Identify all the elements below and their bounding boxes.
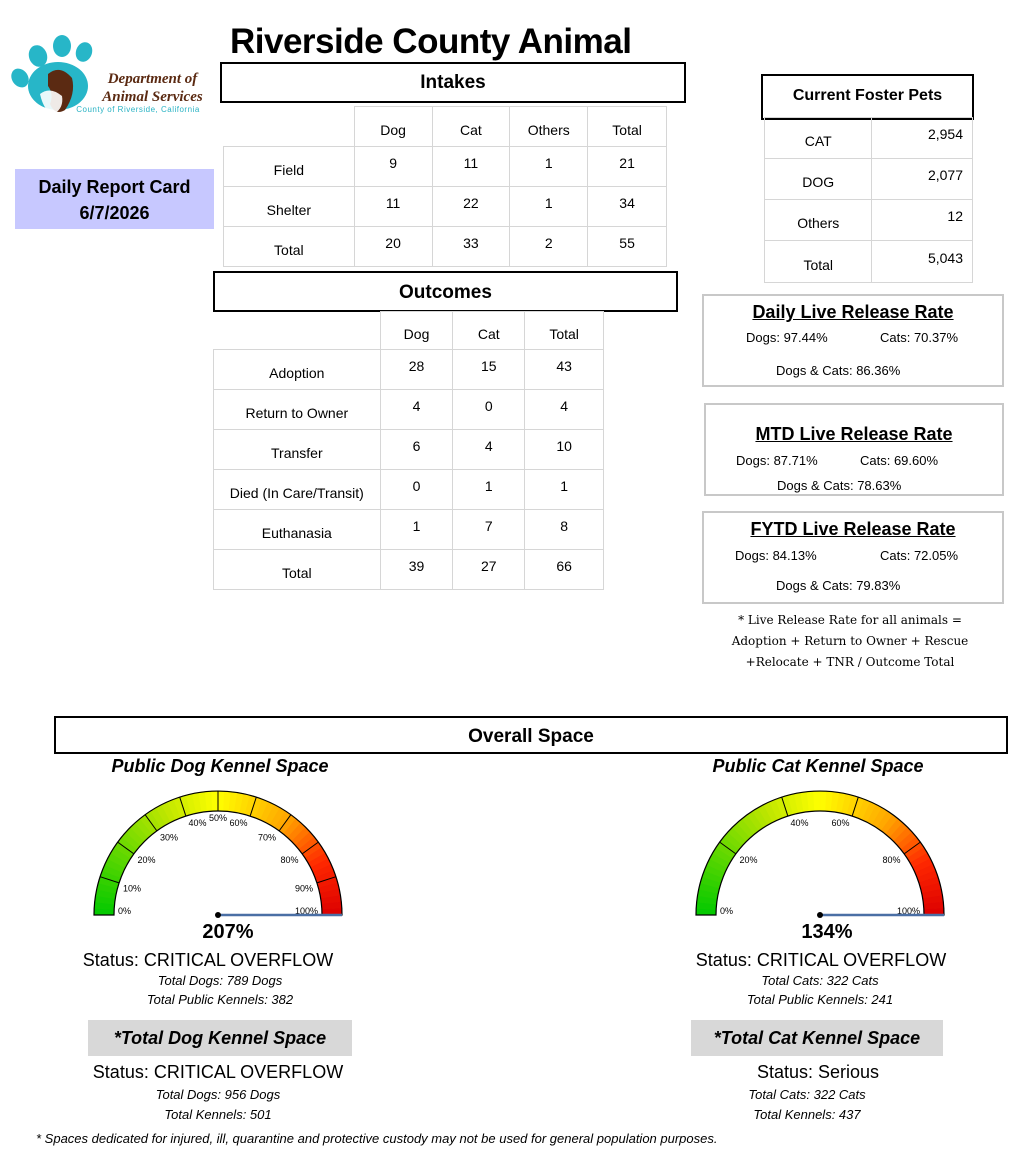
mtd-dogs-rate: Dogs: 87.71% (736, 453, 818, 468)
cat-total-animals: Total Cats: 322 Cats (761, 973, 879, 988)
release-rate-note: * Live Release Rate for all animals = Adoption + Return to Owner + Rescue +Relocate + TNR / Outcome Total (731, 613, 969, 669)
table-row (214, 390, 604, 430)
table-cell: 33 (432, 227, 510, 267)
foster-row-label: CAT (765, 118, 872, 159)
logo-subtitle: County of Riverside, California (76, 105, 200, 114)
dog-kennel-gauge (84, 782, 354, 922)
dog-gauge-hub (215, 912, 221, 918)
dog-gauge-tick-label: 30% (160, 832, 179, 843)
table-row (214, 550, 604, 590)
dog-total-kennels: Total Kennels: 501 (164, 1107, 272, 1122)
table-cell: 5,043 (872, 241, 973, 283)
table-cell: 4 (525, 390, 604, 430)
cat-kennel-title: Public Cat Kennel Space (712, 756, 924, 776)
daily-dogs-rate: Dogs: 97.44% (746, 330, 828, 345)
cat-gauge-band (814, 791, 820, 811)
dog-gauge-tick-label: 70% (257, 832, 276, 843)
intakes-row-label: Shelter (224, 187, 355, 227)
cat-gauge-tick-label: 40% (790, 817, 809, 828)
dog-total-animals: Total Dogs: 789 Dogs (157, 973, 283, 988)
cat-gauge-tick-label: 100% (896, 906, 920, 916)
table-cell: 2,954 (872, 118, 973, 159)
table-row (224, 187, 667, 227)
table-cell: 2 (510, 227, 588, 267)
table-cell: 1 (525, 470, 604, 510)
table-cell: 4 (453, 430, 525, 470)
mtd-both-rate: Dogs & Cats: 78.63% (777, 478, 902, 493)
fytd-dogs-rate: Dogs: 84.13% (735, 548, 817, 563)
dog-gauge-tick-label: 0% (118, 906, 132, 916)
cat-total-status: Status: Serious (756, 1062, 880, 1082)
intakes-col-total: Total (588, 107, 667, 147)
table-cell: 34 (588, 187, 667, 227)
table-row (224, 147, 667, 187)
table-cell: 1 (510, 147, 588, 187)
table-cell: 1 (453, 470, 525, 510)
cat-gauge-tick-label: 80% (882, 855, 901, 866)
table-cell: 11 (354, 187, 432, 227)
table-row (214, 510, 604, 550)
outcomes-row-label: Return to Owner (214, 390, 381, 430)
table-cell: 1 (380, 510, 453, 550)
table-cell: 1 (510, 187, 588, 227)
report-card-label: Daily Report Card (38, 177, 191, 197)
table-cell: 10 (525, 430, 604, 470)
intakes-col-dog: Dog (354, 107, 432, 147)
table-row (214, 470, 604, 510)
table-cell: 6 (380, 430, 453, 470)
cat-total-kennels: Total Kennels: 437 (753, 1107, 861, 1122)
dog-gauge-tick-label: 10% (122, 883, 142, 894)
fytd-cats-rate: Cats: 72.05% (880, 548, 959, 563)
table-cell: 66 (525, 550, 604, 590)
foster-row-label: Others (765, 200, 872, 241)
cat-kennel-status: Status: CRITICAL OVERFLOW (695, 950, 947, 970)
table-cell: 9 (354, 147, 432, 187)
mtd-cats-rate: Cats: 69.60% (860, 453, 939, 468)
table-row (214, 350, 604, 390)
table-row (224, 227, 667, 267)
foster-title: Current Foster Pets (761, 74, 974, 120)
dog-total-status: Status: CRITICAL OVERFLOW (92, 1062, 344, 1082)
dog-gauge-tick-label: 90% (294, 883, 314, 894)
table-cell: 0 (453, 390, 525, 430)
intakes-title: Intakes (220, 62, 686, 103)
cat-gauge-tick-label: 0% (720, 906, 734, 916)
table-cell: 4 (380, 390, 453, 430)
foster-row-label: DOG (765, 159, 872, 200)
table-row (765, 118, 973, 159)
dog-kennel-title: Public Dog Kennel Space (111, 756, 329, 776)
daily-report-card (15, 169, 214, 229)
outcomes-col-dog: Dog (380, 312, 453, 350)
table-cell: 21 (588, 147, 667, 187)
cat-total-kennel-space-title: *Total Cat Kennel Space (691, 1020, 943, 1056)
cat-kennel-gauge (686, 782, 956, 922)
table-cell: 43 (525, 350, 604, 390)
cat-kennel-percent: 134% (801, 921, 853, 943)
daily-release-rate-box (702, 294, 1004, 387)
intakes-col-others: Others (510, 107, 588, 147)
table-cell: 39 (380, 550, 453, 590)
outcomes-row-label: Died (In Care/Transit) (214, 470, 381, 510)
dog-gauge-tick-label: 40% (188, 817, 207, 828)
intakes-row-label: Field (224, 147, 355, 187)
table-cell: 0 (380, 470, 453, 510)
dog-gauge-tick-label: 50% (208, 813, 228, 823)
table-row (765, 241, 973, 283)
table-cell: 15 (453, 350, 525, 390)
table-row (214, 430, 604, 470)
table-row (765, 159, 973, 200)
cat-gauge-tick-label: 20% (739, 855, 758, 866)
outcomes-corner (214, 312, 381, 350)
cat-gauge-tick-label: 60% (831, 817, 850, 828)
intakes-table (223, 106, 667, 267)
dog-gauge-band (212, 791, 218, 811)
fytd-release-rate-box (702, 511, 1004, 604)
cat-gauge-hub (817, 912, 823, 918)
outcomes-row-label: Euthanasia (214, 510, 381, 550)
dog-total-kennel-space-title: *Total Dog Kennel Space (88, 1020, 352, 1056)
foster-row-label: Total (765, 241, 872, 283)
intakes-row-label: Total (224, 227, 355, 267)
table-cell: 12 (872, 200, 973, 241)
overall-space-title: Overall Space (54, 716, 1008, 754)
outcomes-row-label: Adoption (214, 350, 381, 390)
mtd-release-rate-box (704, 403, 1004, 496)
logo-title: Department of Animal Services (102, 71, 203, 105)
table-cell: 22 (432, 187, 510, 227)
table-row (765, 200, 973, 241)
daily-release-rate-title: Daily Live Release Rate (752, 302, 954, 322)
page-title: Riverside County Animal (230, 22, 632, 61)
dog-total-public-kennels: Total Public Kennels: 382 (146, 992, 294, 1007)
table-cell: 55 (588, 227, 667, 267)
outcomes-col-total: Total (525, 312, 604, 350)
daily-both-rate: Dogs & Cats: 86.36% (776, 363, 901, 378)
dog-gauge-tick-label: 20% (137, 855, 156, 866)
footnote: * Spaces dedicated for injured, ill, quarantine and protective custody may not be used for general population purposes. (36, 1131, 718, 1146)
outcomes-row-label: Transfer (214, 430, 381, 470)
outcomes-col-cat: Cat (453, 312, 525, 350)
cat-total-public-kennels: Total Public Kennels: 241 (746, 992, 894, 1007)
table-cell: 27 (453, 550, 525, 590)
intakes-corner (224, 107, 355, 147)
fytd-release-rate-title: FYTD Live Release Rate (750, 519, 956, 539)
dog-total-animals-all: Total Dogs: 956 Dogs (155, 1087, 281, 1102)
cat-total-animals-all: Total Cats: 322 Cats (748, 1087, 866, 1102)
outcomes-title: Outcomes (213, 271, 678, 312)
table-cell: 28 (380, 350, 453, 390)
dog-kennel-percent: 207% (202, 921, 254, 943)
outcomes-table (213, 311, 604, 590)
fytd-both-rate: Dogs & Cats: 79.83% (776, 578, 901, 593)
foster-table (764, 117, 973, 283)
mtd-release-rate-title: MTD Live Release Rate (755, 424, 953, 444)
dog-kennel-status: Status: CRITICAL OVERFLOW (82, 950, 334, 970)
dog-gauge-tick-label: 80% (280, 855, 299, 866)
table-cell: 7 (453, 510, 525, 550)
table-cell: 20 (354, 227, 432, 267)
daily-cats-rate: Cats: 70.37% (880, 330, 959, 345)
report-card-date: 6/7/2026 (79, 203, 150, 223)
dog-gauge-tick-label: 60% (229, 817, 248, 828)
dog-gauge-tick-label: 100% (294, 906, 318, 916)
intakes-col-cat: Cat (432, 107, 510, 147)
table-cell: 2,077 (872, 159, 973, 200)
table-cell: 11 (432, 147, 510, 187)
table-cell: 8 (525, 510, 604, 550)
outcomes-row-label: Total (214, 550, 381, 590)
